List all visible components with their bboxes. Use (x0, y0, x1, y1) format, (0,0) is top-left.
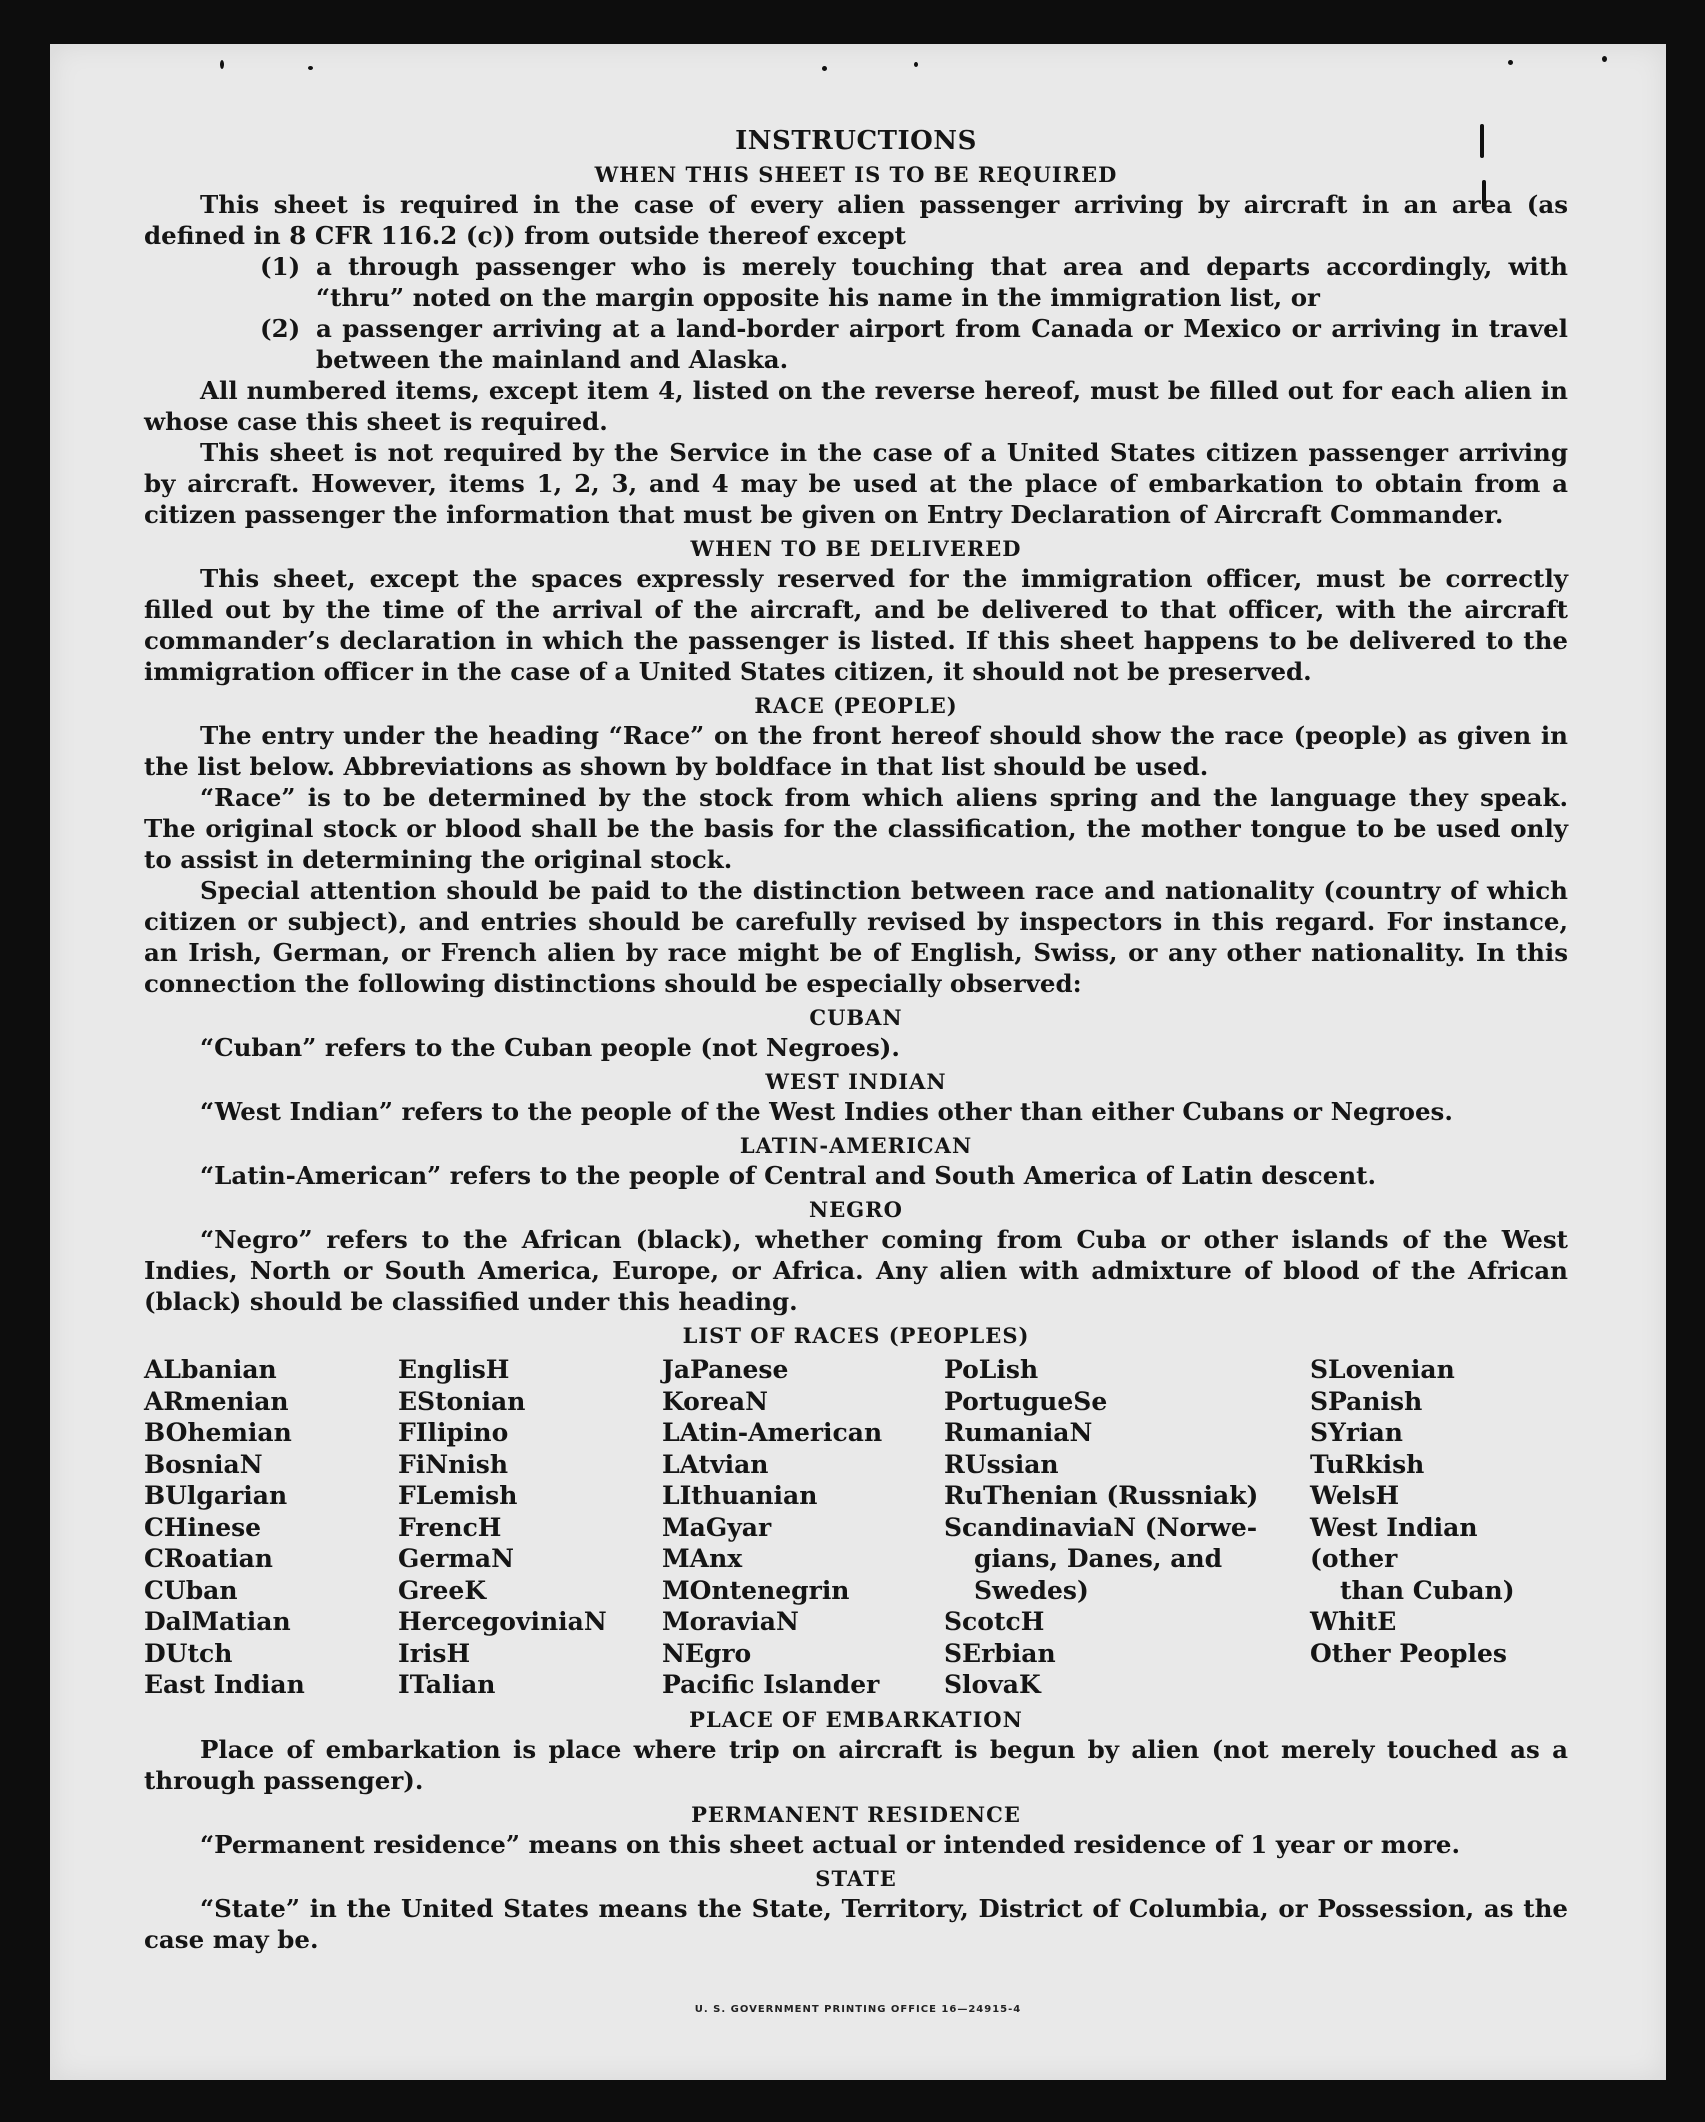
race-entry: ARmenian (144, 1386, 289, 1416)
exception-number: (2) (260, 314, 301, 343)
race-entry: GreeK (398, 1575, 487, 1605)
race-entry: RuThenian (Russniak) (944, 1481, 1259, 1510)
race-paragraph-3: Special attention should be paid to the distinction between race and nationality (country of which citizen or subject), and entries should be carefully revised by inspectors in this regard. For instance, an Irish, German, or French alien by race might be of English, Swiss, or any other nationality. In this connection the following distinctions should be especially observed: (144, 876, 1568, 998)
race-paragraph-2: “Race” is to be determined by the stock from which aliens spring and the language they speak. The original stock or blood shall be the basis for the classification, the mother tongue to be used only to assist in determining the original stock. (144, 783, 1568, 874)
race-entry: RUssian (944, 1449, 1059, 1479)
race-entry: TuRkish (1310, 1449, 1425, 1479)
race-entry: BOhemian (144, 1418, 292, 1447)
heading-place-of-embarkation: PLACE OF EMBARKATION (689, 1706, 1023, 1732)
race-entry: gians, Danes, and (974, 1544, 1223, 1573)
race-entry: HercegoviniaN (398, 1607, 607, 1636)
exception-text: a passenger arriving at a land-border airport from Canada or Mexico or arriving in travel between the mainland and Alaska. (316, 314, 1568, 374)
heading-negro: NEGRO (809, 1197, 903, 1222)
race-entry: ScandinaviaN (Norwe- (944, 1512, 1258, 1542)
page-title: INSTRUCTIONS (735, 126, 977, 156)
race-entry: BosniaN (144, 1449, 263, 1479)
race-entry: KoreaN (662, 1386, 768, 1416)
state-paragraph: “State” in the United States means the State, Territory, District of Columbia, or Possession, as the case may be. (144, 1893, 1568, 1954)
race-entry: FLemish (398, 1481, 518, 1510)
latin-american-paragraph: “Latin-American” refers to the people of Central and South America of Latin descent. (200, 1161, 1376, 1190)
residence-paragraph: “Permanent residence” means on this sheet actual or intended residence of 1 year or more. (200, 1829, 1461, 1859)
heading-when-required: WHEN THIS SHEET IS TO BE REQUIRED (594, 162, 1118, 187)
race-entry: BUlgarian (144, 1481, 288, 1510)
race-entry: ALbanian (144, 1355, 277, 1384)
paper-speck (220, 60, 224, 69)
heading-when-delivered: WHEN TO BE DELIVERED (690, 536, 1022, 561)
heading-permanent-residence: PERMANENT RESIDENCE (691, 1801, 1021, 1827)
races-column-3 (662, 1354, 944, 1701)
race-entry: FiNnish (398, 1449, 509, 1479)
race-entry: RumaniaN (944, 1418, 1093, 1447)
race-entry: LAtvian (662, 1449, 769, 1479)
cuban-paragraph: “Cuban” refers to the Cuban people (not Negroes). (200, 1033, 900, 1062)
exception-item-2 (144, 313, 1568, 375)
paper-speck (1508, 60, 1513, 65)
race-entry: LAtin-American (662, 1418, 883, 1447)
race-entry: SErbian (944, 1638, 1056, 1668)
heading-west-indian: WEST INDIAN (765, 1069, 947, 1094)
negro-paragraph: “Negro” refers to the African (black), whether coming from Cuba or other islands of the West Indies, North or South America, Europe, or Africa. Any alien with admixture of blood of the African (black) should be classified under this heading. (144, 1225, 1568, 1316)
race-entry: GermaN (398, 1544, 514, 1573)
race-entry: FrencH (398, 1512, 502, 1542)
race-entry: than Cuban) (1340, 1575, 1515, 1605)
race-entry: FIlipino (398, 1418, 509, 1447)
race-entry: JaPanese (662, 1355, 789, 1384)
race-entry: ITalian (398, 1670, 496, 1699)
delivered-paragraph: This sheet, except the spaces expressly reserved for the immigration officer, must be correctly filled out by the time of the arrival of the aircraft, and be delivered to that officer, with the aircraft commander’s declaration in which the passenger is listed. If this sheet happens to be delivered to the immigration officer in the case of a United States citizen, it should not be preserved. (144, 564, 1568, 686)
race-entry: DalMatian (144, 1607, 291, 1636)
heading-latin-american: LATIN-AMERICAN (739, 1133, 973, 1158)
paper-speck (822, 66, 827, 71)
race-entry: CHinese (144, 1512, 262, 1542)
race-entry: Swedes) (974, 1575, 1089, 1605)
race-entry: DUtch (144, 1638, 233, 1668)
race-entry: ScotcH (944, 1607, 1045, 1636)
heading-cuban: CUBAN (809, 1005, 903, 1030)
races-list (144, 1354, 1568, 1701)
required-numbered-items: All numbered items, except item 4, listed on the reverse hereof, must be filled out for each alien in whose case this sheet is required. (144, 376, 1568, 436)
race-entry: SlovaK (944, 1670, 1041, 1699)
paper-speck (914, 62, 918, 67)
paper-speck (308, 66, 313, 70)
race-entry: West Indian (other (1310, 1512, 1478, 1573)
race-entry: EnglisH (398, 1355, 510, 1384)
race-entry: NEgro (662, 1638, 752, 1668)
required-intro: This sheet is required in the case of every alien passenger arriving by aircraft in an area (as defined in 8 CFR 116.2 (c)) from outside thereof except (144, 190, 1568, 250)
race-entry: MOntenegrin (662, 1575, 850, 1605)
race-entry: PoLish (944, 1355, 1039, 1384)
race-entry: EStonian (398, 1386, 526, 1416)
race-entry: LIthuanian (662, 1481, 818, 1510)
heading-list-of-races: LIST OF RACES (PEOPLES) (682, 1323, 1030, 1348)
exception-item-1 (144, 251, 1568, 313)
races-column-2 (398, 1354, 662, 1701)
exception-text: a through passenger who is merely touching that area and departs accordingly, with “thru” noted on the margin opposite his name in the immigration list, or (316, 252, 1568, 312)
race-entry: SLovenian (1310, 1355, 1455, 1384)
required-citizen-note: This sheet is not required by the Service in the case of a United States citizen passenger arriving by aircraft. However, items 1, 2, 3, and 4 may be used at the place of embarkation to obtain from a citizen passenger the information that must be given on Entry Declaration of Aircraft Commander. (144, 438, 1568, 529)
document-page (50, 44, 1666, 2080)
instructions-body (144, 126, 1568, 1955)
race-entry: East Indian (144, 1670, 305, 1699)
exception-number: (1) (260, 252, 301, 281)
race-entry: Other Peoples (1310, 1638, 1507, 1668)
race-entry: WelsH (1310, 1481, 1400, 1510)
race-entry: MoraviaN (662, 1607, 799, 1636)
race-entry: Pacific Islander (662, 1670, 880, 1699)
races-column-1 (144, 1354, 398, 1701)
races-column-4 (944, 1354, 1310, 1701)
embarkation-paragraph: Place of embarkation is place where trip on aircraft is begun by alien (not merely touched as a through passenger). (144, 1734, 1568, 1795)
race-entry: MAnx (662, 1544, 743, 1573)
race-entry: SYrian (1310, 1418, 1403, 1447)
race-paragraph-1: The entry under the heading “Race” on the front hereof should show the race (people) as given in the list below. Abbreviations as shown by boldface in that list should be used. (144, 721, 1568, 781)
race-entry: IrisH (398, 1638, 471, 1668)
races-column-5 (1310, 1354, 1568, 1701)
race-entry: MaGyar (662, 1512, 772, 1542)
printing-office-footer: U. S. GOVERNMENT PRINTING OFFICE 16—24915-4 (694, 2004, 1022, 2015)
heading-race: RACE (PEOPLE) (754, 693, 958, 718)
race-entry: CRoatian (144, 1544, 273, 1573)
race-entry: WhitE (1310, 1607, 1397, 1636)
paper-speck (1602, 56, 1607, 62)
heading-state: STATE (815, 1865, 897, 1891)
race-entry: PortugueSe (944, 1386, 1108, 1416)
west-indian-paragraph: “West Indian” refers to the people of the West Indies other than either Cubans or Negroes. (200, 1097, 1453, 1126)
race-entry: CUban (144, 1575, 238, 1605)
race-entry: SPanish (1310, 1386, 1423, 1416)
